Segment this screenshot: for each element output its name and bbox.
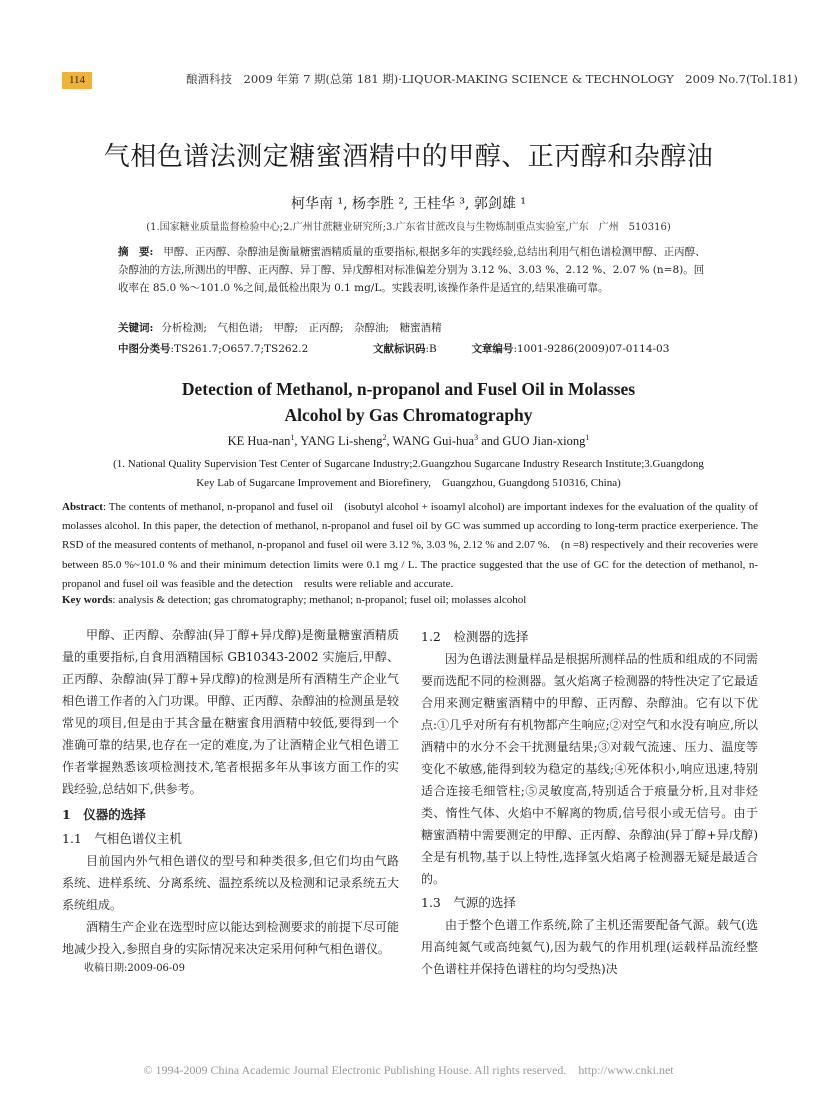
article-number-value: :1001-9286(2009)07-0114-03 [513, 343, 670, 355]
author-1-affil: 1 [290, 433, 295, 442]
section-1-1-paragraph-b: 酒精生产企业在选型时应以能达到检测要求的前提下尽可能地减少投入,参照自身的实际情况来决定采用何种气相色谱仪。 [62, 920, 399, 956]
author-2-affil: 2 [382, 433, 387, 442]
running-head: 酿酒科技 2009 年第 7 期(总第 181 期)·LIQUOR-MAKING SCIENCE & TECHNOLOGY 2009 No.7(Tol.181) [186, 72, 798, 86]
page-number: 114 [62, 72, 92, 89]
keywords-chinese [118, 320, 718, 335]
abstract-english-text: : The contents of methanol, n-propanol and fusel oil (isobutyl alcohol + isoamyl alcohol) are important indexes for the evaluation of the quality of molasses alcohol. In this paper, the detection of methanol, n-propanol and fusel oil by GC was summed up according to long-term practice exerperience. The RSD of the measured contents of methanol, n-propanol and fusel oil were 3.12 %, 3.03 %, 2.12 % and 2.07 %. (n =8) respectively and their recoveries were between 85.0 %~101.0 % and their minimum detection limits were 0.1 mg / L. The practice suggested that the use of GC for the detection of methanol, n-propanol and fusel oil was feasible and the detection results were reliable and accurate. [62, 501, 758, 590]
section-1-1-paragraph-a: 目前国内外气相色谱仪的型号和种类很多,但它们均由气路系统、进样系统、分离系统、温控系统以及检测和记录系统五大系统组成。 [62, 854, 399, 912]
doc-code-value: :B [425, 343, 437, 355]
author-4-affil: 1 [585, 433, 590, 442]
section-1-3-paragraph: 由于整个色谱工作系统,除了主机还需要配备气源。载气(选用高纯氮气或高纯氦气),因为载气的作用机理(运载样品流经整个色谱柱并保持色谱柱的均匀受热)决 [421, 918, 758, 976]
section-1-3-heading: 1.3 气源的选择 [421, 895, 516, 910]
section-1-2-heading: 1.2 检测器的选择 [421, 629, 529, 644]
author-2: , YANG Li-sheng [294, 434, 383, 449]
author-3: , WANG Gui-hua [386, 434, 475, 449]
keywords-english-text: : analysis & detection; gas chromatography; methanol; n-propanol; fusel oil; molasses alcohol [112, 594, 527, 606]
title-english-line1: Detection of Methanol, n-propanol and Fusel Oil in Molasses [181, 379, 636, 399]
abstract-english [62, 498, 758, 594]
affiliation-english-line1: (1. National Quality Supervision Test Center of Sugarcane Industry;2.Guangzhou Sugarcane Industry Research Institute;3.Guangdong [113, 458, 704, 470]
abstract-chinese [118, 243, 713, 297]
authors-english [0, 433, 817, 449]
clc-label: 中图分类号 [118, 343, 171, 355]
abstract-english-label: Abstract [62, 501, 103, 513]
intro-paragraph: 甲醇、正丙醇、杂醇油(异丁醇+异戊醇)是衡量糖蜜酒精质量的重要指标,自食用酒精国标 GB10343-2002 实施后,甲醇、正丙醇、杂醇油(异丁醇+异戊醇)的检测是所有酒精生产企业气相色谱工作者的入门功课。甲醇、正丙醇、杂醇油的检测虽是较常见的项目,但是由于其含量在糖蜜食用酒精中较低,要得到一个准确可靠的结果,也存在一定的难度,为了让酒精企业气相色谱工作者掌握熟悉该项检测技术,笔者根据多年从事该方面工作的实践经验,总结如下,供参考。 [62, 628, 399, 796]
keywords-chinese-text: 分析检测; 气相色谱; 甲醇; 正丙醇; 杂醇油; 糖蜜酒精 [161, 322, 442, 334]
affiliation-english [0, 455, 817, 493]
title-english-line2: Alcohol by Gas Chromatography [284, 405, 533, 425]
keywords-english [62, 594, 758, 606]
keywords-english-label: Key words [62, 594, 113, 606]
author-1: KE Hua-nan [227, 434, 291, 449]
author-3-affil: 3 [474, 433, 479, 442]
received-date: 收稿日期:2009-06-09 [84, 963, 186, 974]
affiliation-chinese: (1.国家糖业质量监督检验中心;2.广州甘蔗糖业研究所;3.广东省甘蔗改良与生物炼制重点实验室,广东 广州 510316) [146, 222, 671, 233]
title-chinese: 气相色谱法测定糖蜜酒精中的甲醇、正丙醇和杂醇油 [103, 142, 714, 172]
body-right-column [421, 624, 758, 980]
article-number-label: 文章编号 [471, 343, 514, 355]
classification-row [118, 341, 669, 356]
body-left-column [62, 624, 399, 978]
authors-chinese: 柯华南 ¹, 杨李胜 ², 王桂华 ³, 郭剑雄 ¹ [291, 196, 526, 212]
section-1-2-paragraph: 因为色谱法测量样品是根据所测样品的性质和组成的不同需要而选配不同的检测器。氢火焰离子检测器的特性决定了它最适合用来测定糖蜜酒精中的甲醇、正丙醇、杂醇油。它有以下优点:①几乎对所有有机物都产生响应;②对空气和水没有响应,所以酒精中的水分不会干扰测量结果;③对载气流速、压力、温度等变化不敏感,能得到较为稳定的基线;④死体积小,响应迅速,特别适合连接毛细管柱;⑤灵敏度高,特别适合于痕量分析,且对非烃类、惰性气体、火焰中不解离的物质,信号很小或无信号。由于糖蜜酒精中需要测定的甲醇、正丙醇、杂醇油(异丁醇+异戊醇)全是有机物,基于以上特性,选择氢火焰离子检测器无疑是最适合的。 [421, 652, 758, 886]
abstract-chinese-label: 摘 要: [118, 246, 154, 258]
abstract-chinese-text: 甲醇、正丙醇、杂醇油是衡量糖蜜酒精质量的重要指标,根据多年的实践经验,总结出利用气相色谱检测甲醇、正丙醇、杂醇油的方法,所测出的甲醇、正丙醇、异丁醇、异戊醇相对标准偏差分别为 3.12 %、3.03 %、2.12 %、2.07 % (n=8)。回收率在 85.0 %～101.0 %之间,最低检出限为 0.1 mg/L。实践表明,该操作条件是适宜的,结果准确可靠。 [118, 246, 706, 294]
section-1-1-heading: 1.1 气相色谱仪主机 [62, 831, 182, 846]
affiliation-english-line2: Key Lab of Sugarcane Improvement and Biorefinery, Guangzhou, Guangdong 510316, China) [196, 477, 621, 489]
author-4: and GUO Jian-xiong [478, 434, 586, 449]
doc-code-label: 文献标识码 [372, 343, 426, 355]
keywords-chinese-label: 关键词: [118, 322, 154, 334]
title-english [0, 376, 817, 428]
copyright-footer: © 1994-2009 China Academic Journal Electronic Publishing House. All rights reserved. http://www.cnki.net [143, 1063, 674, 1077]
clc-value: :TS261.7;O657.7;TS262.2 [170, 343, 309, 355]
section-1-heading: 1 仪器的选择 [62, 807, 146, 822]
